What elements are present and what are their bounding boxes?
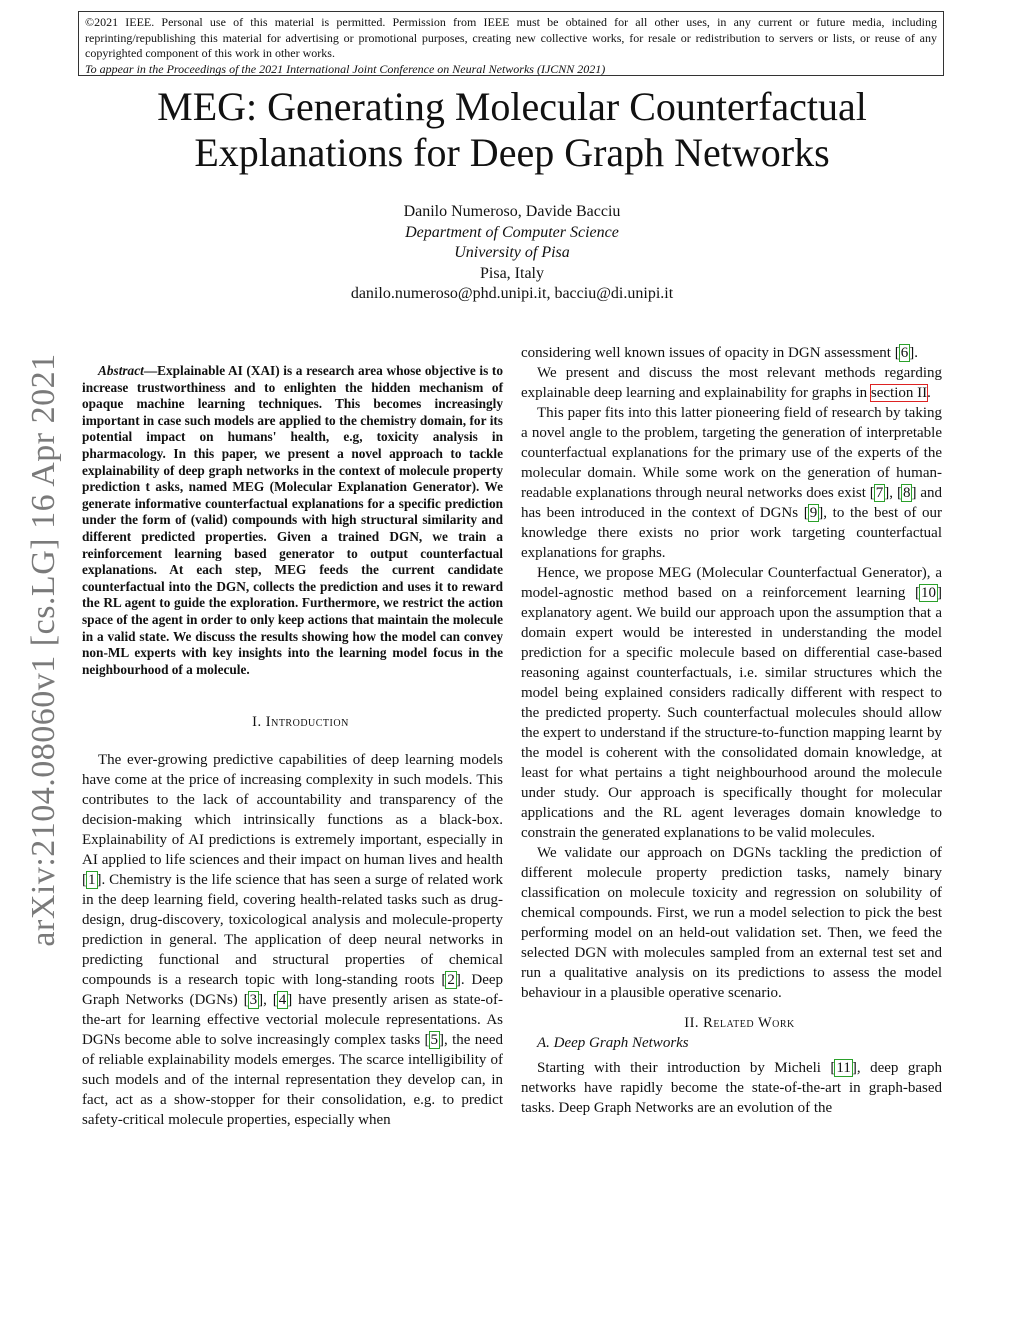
citation-link[interactable]: 3 xyxy=(249,992,258,1009)
text-run: This paper fits into this latter pioneering field of research by taking a novel angle to the problem, targeting the generation of interpretable counterfactual explanations for the primary use of the experts of the molecular domain. While some work on the generation of human-readable explanations through neural networks does exist xyxy=(521,405,942,501)
author-university: University of Pisa xyxy=(454,244,570,262)
copyright-notice xyxy=(78,11,944,76)
text-run: . Deep Graph Networks (DGNs) xyxy=(82,972,504,1009)
body-paragraph: This paper fits into this latter pioneering field of research by taking a novel angle to the problem, targeting the generation of interpretable counterfactual explanations for the primary use of the experts of the molecular domain. While some work on the generation of human-readable explanations through neural networks does exist [7], [8] and has been introduced in the context of DGNs [9], to the best of our knowledge there exists no prior work targeting counterfactual explanations for graphs. xyxy=(521,405,942,561)
abstract-label: Abstract xyxy=(98,363,144,378)
abstract-text: Explainable AI (XAI) is a research area whose objective is to increase trustworthiness and to enlighten the hidden mechanism of opaque machine learning techniques. This becomes increasingly important in case such models are applied to the chemistry domain, for its potential impact on humans' health, e.g, toxicity analysis in pharmacology. In this paper, we present a novel approach to tackle explainability of deep graph networks in the context of molecule property prediction t asks, named MEG (Molecular Explanation Generator). We generate informative counterfactual explanations for a specific prediction under the form of (valid) compounds with high structural similarity and different predicted properties. Given a trained DGN, we train a reinforcement learning based generator to output counterfactual explanations. At each step, MEG feeds the current candidate counterfactual into the DGN, collects the prediction and uses it to reward the RL agent to guide the exploration. Furthermore, we restrict the action space of the agent in order to only keep actions that maintain the molecule in a valid state. We discuss the results showing how the model can convey non-ML experts with key insights into the learning model focus in the neighbourhood of a molecule. xyxy=(82,363,503,677)
citation-link[interactable]: 4 xyxy=(278,992,287,1009)
text-run: Hence, we propose MEG (Molecular Counterfactual Generator), a model-agnostic method based on a reinforcement learning xyxy=(521,565,942,601)
right-column xyxy=(521,343,942,1118)
copyright-text: ©2021 IEEE. Personal use of this material is permitted. Permission from IEEE must be obtained for all other uses, in any current or future media, including reprinting/republishing this material for advertising or promotional purposes, creating new collective works, for resale or redistribution to servers or lists, or reuse of any copyrighted component of this work in other works. xyxy=(85,15,937,60)
citation-link[interactable]: 10 xyxy=(921,585,936,601)
text-run: and has been introduced in the context of DGNs xyxy=(521,485,942,521)
citation-link[interactable]: 8 xyxy=(902,485,911,501)
text-run: We present and discuss the most relevant methods regarding explainable deep learning and explainability for graphs in xyxy=(521,365,942,401)
section-title: Introduction xyxy=(265,714,349,731)
intro-paragraph: The ever-growing predictive capabilities of deep learning models have come at the price of increasing complexity in such models. This contributes to the lack of accountability and transparency of the decision-making which intrinsically functions as a black-box. Explainability of AI predictions is extremely important, especially in AI applied to life sciences and their impact on human lives and health [1]. Chemistry is the life science that has seen a surge of related work in the deep learning field, covering health-related tasks such as drug-design, drug-discovery, toxicological analysis and molecule-property prediction in general. The application of deep neural networks in predicting functional and structural properties of chemical compounds is a research topic with long-standing roots [2]. Deep Graph Networks (DGNs) [3], [4] have presently arisen as state-of-the-art for learning effective vectorial molecule representations. As DGNs become able to solve increasingly complex tasks [5], the need of reliable explainability models emerges. The scarce intelligibility of such models and of the internal representation they develop can, in fact, act as a show-stopper for their consolidation, e.g. to predict safety-critical molecule properties, especially when xyxy=(82,752,504,1129)
citation-link[interactable]: 1 xyxy=(88,872,96,889)
title-line-1: MEG: Generating Molecular Counterfactual xyxy=(157,84,867,129)
citation-link[interactable]: 2 xyxy=(447,972,455,989)
text-run: , xyxy=(263,992,273,1009)
text-run: The ever-growing predictive capabilities of deep learning models have come at the price of increasing complexity in such models. This contributes to the lack of accountability and transparency of the decision-making which intrinsically functions as a black-box. Explainability of AI predictions is extremely important, especially in AI applied to life sciences and their impact on human lives and health xyxy=(82,752,503,869)
body-paragraph: Hence, we propose MEG (Molecular Counterfactual Generator), a model-agnostic method based on a reinforcement learning [10] explanatory agent. We build our approach upon the assumption that a domain expert would be interested in understanding the model prediction for a specific molecule based on differential case-based reasoning against counterfactuals, i.e. similar structures which the model being explained considers radically different with respect to the predicted property. Such counterfactual molecules should allow the expert to understand if the structure-to-function mapping learnt by the model is coherent with the consolidated domain knowledge, at least for what pertains a tight neighbourhood around the molecule under study. Our approach is specifically thought for molecular applications and the RL agent leverages domain knowledge to constrain the generated explanations to be valid molecules. xyxy=(521,565,942,841)
author-emails[interactable]: danilo.numeroso@phd.unipi.it, bacciu@di.unipi.it xyxy=(350,285,674,303)
body-paragraph xyxy=(521,363,942,403)
body-paragraph: We validate our approach on DGNs tackling the prediction of different molecule property prediction tasks, namely binary classification on molecule toxicity and regression on solubility of chemical compounds. First, we run a model selection to pick the best performing model on an held-out validation set. Then, we feed the selected DGN with molecules sampled from an external test set and run a qualitative analysis on its predictions to assess the model behaviour in a plausible operative scenario. xyxy=(521,845,942,1001)
text-run: have presently arisen as state-of-the-art for learning effective vectorial molecule representations. As DGNs become able to solve increasingly complex tasks xyxy=(82,992,503,1049)
section-number: II. xyxy=(684,1015,700,1031)
text-run: considering well known issues of opacity in DGN assessment xyxy=(521,345,895,361)
text-run: , xyxy=(889,485,897,501)
author-location: Pisa, Italy xyxy=(480,264,544,282)
author-department: Department of Computer Science xyxy=(405,223,619,241)
section-title: Related Work xyxy=(703,1015,795,1031)
section-heading-related-work xyxy=(521,1013,942,1033)
arxiv-stamp: arXiv:2104.08060v1 [cs.LG] 16 Apr 2021 xyxy=(25,353,62,947)
citation-link[interactable]: 6 xyxy=(900,345,909,361)
text-run: , the need of reliable explainability models emerges. The scarce intelligibility of such models and of the internal representation they develop can, in fact, act as a show-stopper for their consolidation, e.g. to predict safety-critical molecule properties, especially when xyxy=(82,1032,504,1129)
subsection-heading: A. Deep Graph Networks xyxy=(537,1035,689,1051)
paper-title xyxy=(0,84,1024,176)
abstract xyxy=(82,363,503,678)
left-column xyxy=(82,363,503,1130)
text-run: . xyxy=(914,345,918,361)
citation-link[interactable]: 5 xyxy=(430,1032,439,1049)
section-number: I. xyxy=(252,714,262,731)
text-run: . xyxy=(927,385,931,401)
text-run: explanatory agent. We build our approach upon the assumption that a domain expert would be interested in understanding the model prediction for a specific molecule based on differential case-based reasoning against counterfactuals, i.e. similar structures which the model being explained considers radically different with respect to the predicted property. Such counterfactual molecules should allow the expert to understand if the structure-to-function mapping learnt by the model is coherent with the consolidated domain knowledge, at least for what pertains a tight neighbourhood around the molecule under study. Our approach is specifically thought for molecular applications and the RL agent leverages domain knowledge to constrain the generated explanations to be valid molecules. xyxy=(521,605,942,841)
body-paragraph: Starting with their introduction by Micheli [11], deep graph networks have rapidly become the state-of-the-art in graph-based tasks. Deep Graph Networks are an evolution of the xyxy=(521,1060,942,1116)
title-line-2: Explanations for Deep Graph Networks xyxy=(194,130,830,175)
section-heading-introduction xyxy=(82,712,503,732)
citation-link[interactable]: 11 xyxy=(836,1060,851,1076)
author-names: Danilo Numeroso, Davide Bacciu xyxy=(403,203,621,220)
citation-link[interactable]: 7 xyxy=(875,485,884,501)
section-link[interactable]: section II xyxy=(870,385,928,401)
text-run: . Chemistry is the life science that has seen a surge of related work in the deep learning field, covering health-related tasks such as drug-design, drug-discovery, toxicological analysis and molecule-property prediction in general. The application of deep neural networks in predicting functional and structural properties of chemical compounds is a research topic with long-standing roots xyxy=(82,872,503,989)
text-run: , deep graph networks have rapidly become the state-of-the-art in graph-based tasks. Deep Graph Networks are an evolution of the xyxy=(521,1060,942,1116)
citation-link[interactable]: 9 xyxy=(809,505,818,521)
abstract-dash: — xyxy=(143,363,158,378)
text-run: , to the best of our knowledge there exists no prior work targeting counterfactual explanations for graphs. xyxy=(521,505,942,561)
continuation-paragraph: considering well known issues of opacity in DGN assessment [6]. xyxy=(521,345,918,361)
author-block xyxy=(0,202,1024,305)
text-run: Starting with their introduction by Micheli xyxy=(537,1060,831,1076)
venue-note: To appear in the Proceedings of the 2021 International Joint Conference on Neural Networks (IJCNN 2021) xyxy=(85,61,606,76)
